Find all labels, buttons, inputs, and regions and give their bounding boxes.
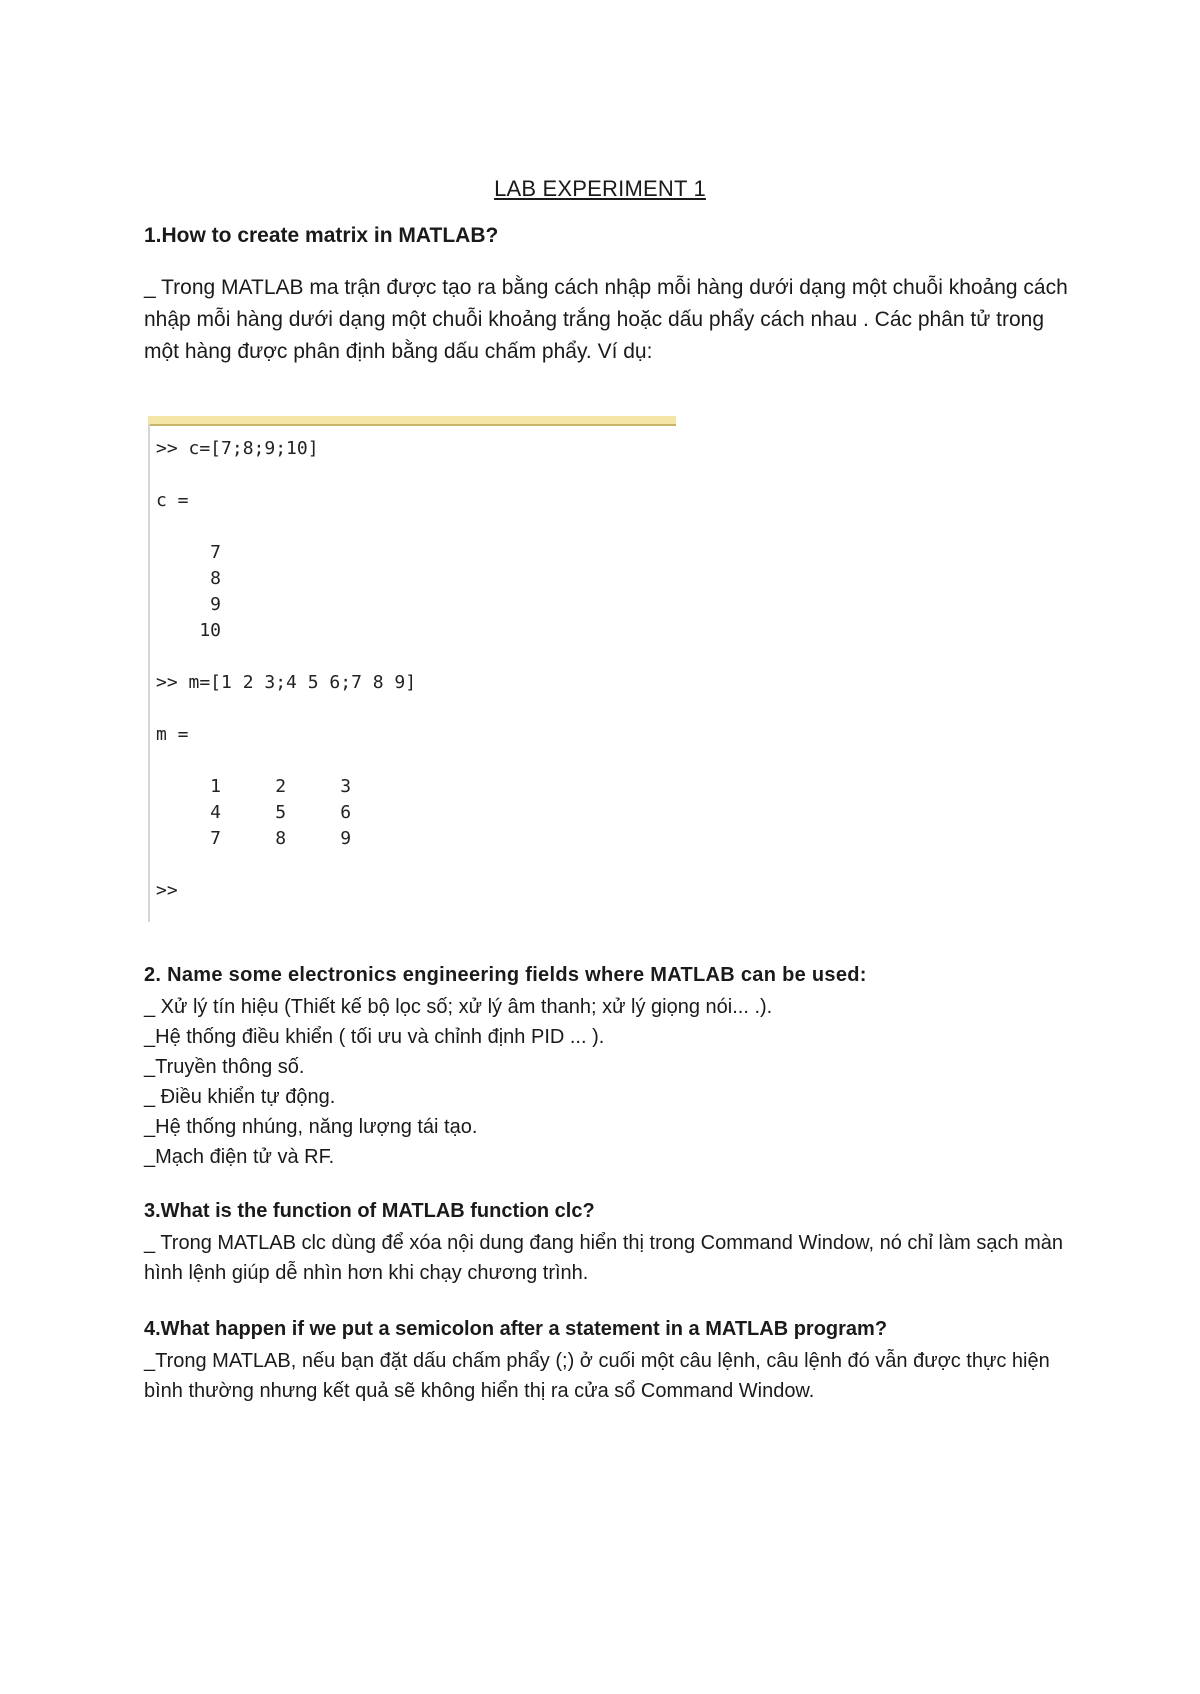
console-left-border [148, 424, 150, 922]
question-4-heading: 4.What happen if we put a semicolon after a statement in a MATLAB program? [144, 1318, 888, 1340]
question-1-heading: 1.How to create matrix in MATLAB? [144, 224, 499, 247]
console-header-bar [148, 416, 676, 426]
list-item: _Mạch điện tử và RF. [144, 1146, 335, 1168]
list-item: _Hệ thống nhúng, năng lượng tái tạo. [144, 1116, 478, 1138]
list-item: _Truyền thông số. [144, 1056, 305, 1078]
question-2-list [144, 992, 772, 1172]
question-1-answer: _ Trong MATLAB ma trận được tạo ra bằng cách nhập mỗi hàng dưới dạng một chuỗi khoảng cách nhập mỗi hàng dưới dạng một chuỗi khoảng trắng hoặc dấu phẩy cách nhau . Các phân tử trong một hàng được phân định bằng dấu chấm phẩy. Ví dụ: [144, 276, 1068, 363]
question-4-answer: _Trong MATLAB, nếu bạn đặt dấu chấm phẩy (;) ở cuối một câu lệnh, câu lệnh đó vẫn được thực hiện bình thường nhưng kết quả sẽ không hiển thị ra cửa sổ Command Window. [144, 1350, 1050, 1402]
page-title: LAB EXPERIMENT 1 [494, 176, 706, 201]
question-2-heading: 2. Name some electronics engineering fields where MATLAB can be used: [144, 964, 867, 986]
matlab-console-snippet [148, 416, 676, 922]
question-3-answer: _ Trong MATLAB clc dùng để xóa nội dung đang hiển thị trong Command Window, nó chỉ làm sạch màn hình lệnh giúp dễ nhìn hơn khi chạy chương trình. [144, 1232, 1064, 1284]
list-item: _Hệ thống điều khiển ( tối ưu và chỉnh định PID ... ). [144, 1026, 605, 1048]
list-item: _ Xử lý tín hiệu (Thiết kế bộ lọc số; xử lý âm thanh; xử lý giọng nói... .). [144, 996, 773, 1018]
question-3-heading: 3.What is the function of MATLAB function clc? [144, 1200, 595, 1222]
list-item: _ Điều khiển tự động. [144, 1086, 336, 1108]
console-output: >> c=[7;8;9;10] c = 7 8 9 10 >> m=[1 2 3;4 5 6;7 8 9] m = 1 2 3 4 5 6 7 8 9 >> [156, 438, 417, 901]
